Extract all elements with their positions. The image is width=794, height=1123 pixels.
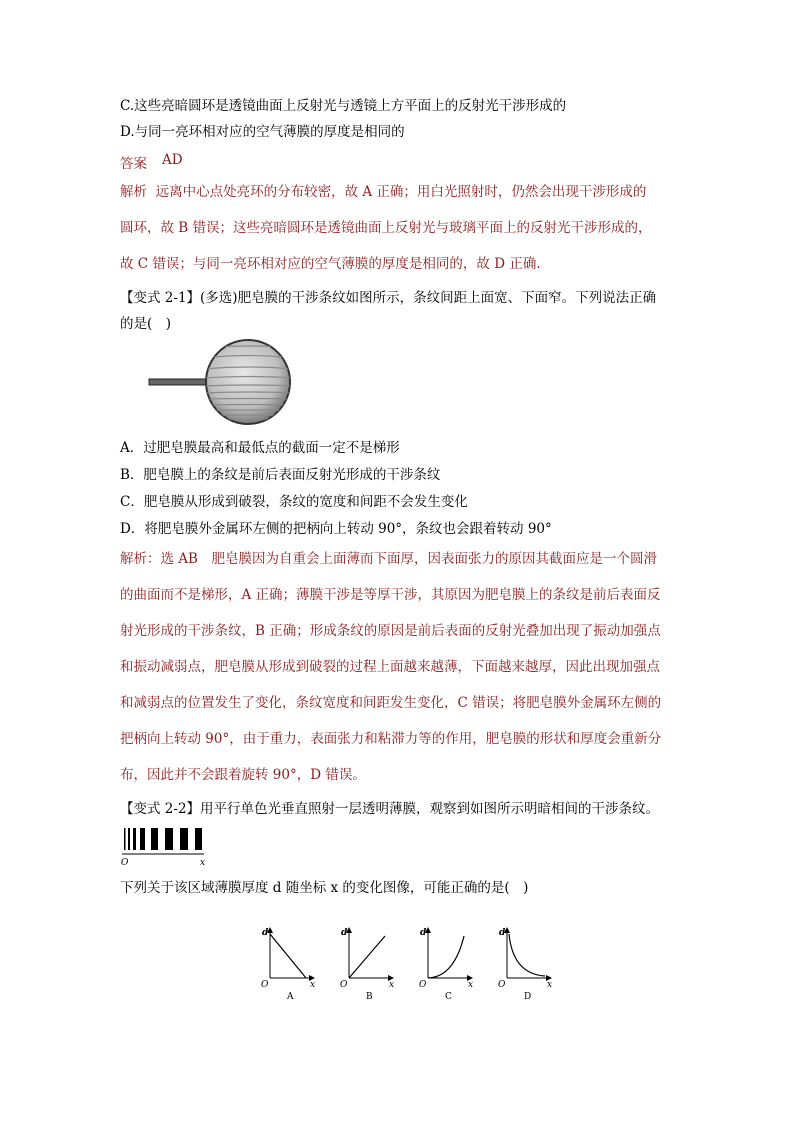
- soap-film-handle: [149, 379, 207, 385]
- variant21-option-d: D．将肥皂膜外金属环左侧的把柄向上转动 90°，条纹也会跟着转动 90°: [120, 521, 552, 537]
- variant21-analysis-7: 布，因此并不会跟着旋转 90°，D 错误。: [120, 767, 366, 783]
- analysis-text: 远离中心点处亮环的分布较密，故 A 正确；用白光照射时，仍然会出现干涉形成的: [155, 184, 647, 200]
- variant22-question: 下列关于该区域薄膜厚度 d 随坐标 x 的变化图像，可能正确的是( ): [120, 880, 529, 896]
- variant21-analysis-4: 和振动减弱点，肥皂膜从形成到破裂的过程上面越来越薄，下面越来越厚，因此出现加强点: [120, 659, 660, 675]
- variant21-stem-line2: 的是( ): [120, 316, 172, 332]
- graph-d-origin: O: [498, 980, 506, 990]
- analysis-line-3: 故 C 错误；与同一亮环相对应的空气薄膜的厚度是相同的，故 D 正确.: [120, 256, 541, 272]
- graph-a-x-label: x: [310, 980, 316, 990]
- graph-d: [498, 928, 552, 1002]
- graph-a-y-label: d: [262, 928, 269, 938]
- variant21-label: 【变式 2-1】: [120, 290, 201, 306]
- analysis-line-2: 圆环，故 B 错误；这些亮暗圆环是透镜曲面上反射光与玻璃平面上的反射光干涉形成的，: [120, 220, 652, 236]
- graph-d-curve: [509, 934, 545, 976]
- variant21-option-c: C．肥皂膜从形成到破裂，条纹的宽度和间距不会发生变化: [120, 494, 468, 510]
- graph-a-origin: O: [261, 980, 269, 990]
- graph-d-label: D: [524, 992, 532, 1002]
- fringe-origin-label: O: [121, 858, 129, 866]
- graph-a-label: A: [287, 992, 294, 1002]
- variant21-option-a: A．过肥皂膜最高和最低点的截面一定不是梯形: [120, 440, 400, 456]
- graph-a: [261, 928, 315, 1002]
- graph-c-origin: O: [419, 980, 427, 990]
- soap-film-ring: [206, 340, 290, 424]
- graph-b-curve: [349, 936, 385, 978]
- variant22-stem-text: 用平行单色光垂直照射一层透明薄膜，观察到如图所示明暗相间的干涉条纹。: [200, 801, 660, 817]
- variant21-analysis-6: 把柄向上转动 90°，由于重力，表面张力和粘滞力等的作用，肥皂膜的形状和厚度会重新分: [120, 731, 662, 747]
- option-c: C.这些亮暗圆环是透镜曲面上反射光与透镜上方平面上的反射光干涉形成的: [120, 98, 567, 114]
- variant21-analysis-3: 射光形成的干涉条纹，B 正确；形成条纹的原因是前后表面的反射光叠加出现了振动加强点: [120, 623, 661, 639]
- graph-d-y-label: d: [499, 928, 506, 938]
- graph-b-x-label: x: [389, 980, 395, 990]
- graph-c-curve: [428, 936, 464, 978]
- graph-c-label: C: [445, 992, 452, 1002]
- variant22-stem: [120, 799, 659, 819]
- variant21-analysis-1: 解析：选 AB 肥皂膜因为自重会上面薄而下面厚，因表面张力的原因其截面应是一个圆滑: [120, 551, 657, 567]
- fringe-figure: [118, 826, 213, 866]
- graph-c-x-label: x: [468, 980, 474, 990]
- option-d: D.与同一亮环相对应的空气薄膜的厚度是相同的: [120, 124, 405, 140]
- answer-label: 答案: [120, 156, 147, 172]
- variant21-analysis-2: 的曲面而不是梯形，A 正确；薄膜干涉是等厚干涉，其原因为肥皂膜上的条纹是前后表面反: [120, 587, 661, 603]
- answer-value: AD: [162, 152, 183, 168]
- graph-b: [340, 928, 394, 1002]
- graph-options: [255, 922, 555, 1002]
- fringe-axis-label: x: [200, 858, 206, 866]
- analysis-label: 解析: [120, 184, 147, 200]
- graph-d-x-label: x: [547, 980, 553, 990]
- graph-c: [419, 928, 473, 1002]
- soap-film-figure: [145, 338, 295, 428]
- graph-b-y-label: d: [341, 928, 348, 938]
- variant21-stem-text: (多选)肥皂膜的干涉条纹如图所示，条纹间距上面宽、下面窄。下列说法正确: [200, 290, 657, 306]
- graph-b-origin: O: [340, 980, 348, 990]
- variant21-analysis-5: 和减弱点的位置发生了变化，条纹宽度和间距发生变化，C 错误；将肥皂膜外金属环左侧的: [120, 695, 662, 711]
- graph-a-curve: [270, 934, 306, 978]
- fringe-stripes: [124, 828, 202, 850]
- variant21-stem: [120, 288, 656, 308]
- graph-b-label: B: [366, 992, 373, 1002]
- variant21-option-b: B．肥皂膜上的条纹是前后表面反射光形成的干涉条纹: [120, 467, 441, 483]
- analysis-line-1: [120, 182, 646, 202]
- graph-c-y-label: d: [420, 928, 427, 938]
- variant22-label: 【变式 2-2】: [120, 801, 201, 817]
